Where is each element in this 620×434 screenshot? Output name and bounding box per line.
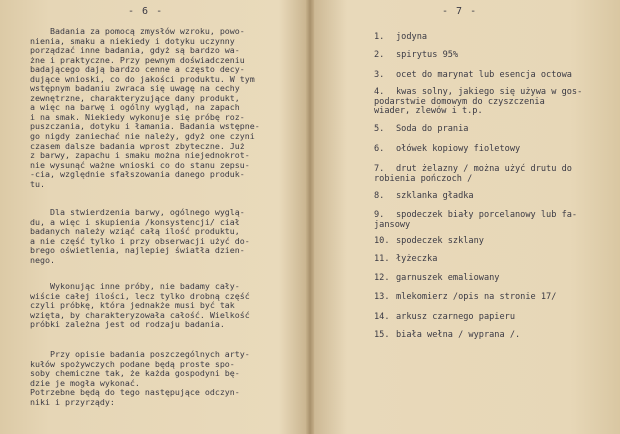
- list-item-number: 10.: [374, 236, 390, 246]
- list-item-text: ołówek kopiowy fioletowy: [396, 144, 521, 154]
- paragraph-color-appearance: Dla stwierdzenia barwy, ogólnego wyglą- du, a więc i skupienia /konsystencji/ ciał badanych należy wziąć całą ilość produktu, a nie część tylko i przy obserwacji użyć do- brego oświetlenia, najlepiej światła dzien- nego.: [30, 207, 250, 265]
- list-item-text: spodeczek biały porcelanowy lub fa- jansowy: [374, 210, 578, 230]
- paragraph-reagents-intro: Przy opisie badania poszczególnych arty- kułów spożywczych podane będą proste spo- soby chemiczne tak, że każda gospodyni bę- dzie je mogła wykonać. Potrzebne będą do tego następujące odczyn- niki i przyrządy:: [30, 349, 250, 407]
- list-item-number: 3.: [374, 70, 385, 80]
- list-item: [374, 51, 614, 61]
- list-item-text: ocet do marynat lub esencja octowa: [396, 70, 572, 80]
- list-item: [374, 165, 614, 184]
- list-item-number: 15.: [374, 330, 390, 340]
- list-item: [374, 192, 614, 202]
- left-page: [0, 0, 306, 434]
- list-item: [374, 33, 614, 43]
- list-item: [374, 211, 614, 230]
- list-item-text: łyżeczka: [396, 254, 438, 264]
- list-item: [374, 313, 614, 323]
- list-item-number: 5.: [374, 124, 385, 134]
- list-item-number: 14.: [374, 312, 390, 322]
- page-number-right: - 7 -: [442, 6, 478, 17]
- list-item: [374, 274, 614, 284]
- list-item-text: drut żelazny / można użyć drutu do robienia pończoch /: [374, 164, 572, 184]
- list-item-number: 8.: [374, 191, 385, 201]
- list-item: [374, 293, 614, 303]
- list-item-text: spirytus 95%: [396, 50, 459, 60]
- list-item-text: Soda do prania: [396, 124, 469, 134]
- list-item-text: jodyna: [396, 32, 428, 42]
- paragraph-sampling: Wykonując inne próby, nie badamy cały- wiście całej ilości, lecz tylko drobną część czyli próbkę, która jednakże musi być tak wzięta, by charakteryzowała całość. Wielkość próbki zależna jest od rodzaju badania.: [30, 281, 250, 330]
- right-page: [314, 0, 620, 434]
- book-spine-fold: [306, 0, 314, 434]
- list-item-number: 11.: [374, 254, 390, 264]
- list-item: [374, 255, 614, 265]
- list-item-text: biała wełna / wyprana /.: [396, 330, 521, 340]
- list-item-number: 2.: [374, 50, 385, 60]
- list-item-number: 13.: [374, 292, 390, 302]
- list-item-text: kwas solny, jakiego się używa w gos- podarstwie domowym do czyszczenia wiader, zlewów i t.p.: [374, 87, 583, 117]
- list-item: [374, 331, 614, 341]
- list-item-number: 7.: [374, 164, 385, 174]
- list-item: [374, 145, 614, 155]
- list-item: [374, 237, 614, 247]
- list-item-number: 9.: [374, 210, 385, 220]
- list-item-text: szklanka gładka: [396, 191, 474, 201]
- list-item: [374, 125, 614, 135]
- list-item: [374, 71, 614, 81]
- list-item-number: 6.: [374, 144, 385, 154]
- list-item-number: 4.: [374, 87, 385, 97]
- list-item-text: spodeczek szklany: [396, 236, 484, 246]
- list-item-text: mlekomierz /opis na stronie 17/: [396, 292, 557, 302]
- page-number-left: - 6 -: [128, 6, 164, 17]
- list-item-text: arkusz czarnego papieru: [396, 312, 515, 322]
- paragraph-sensory-tests: Badania za pomocą zmysłów wzroku, powo- nienia, smaku a niekiedy i dotyku uczynny porządzać inne badania, gdyż są bardzo wa- żne i praktyczne. Przy pewnym doświadczeniu badającego dają bardzo cenne a często decy- dujące wnioski, co do jakości produktu. W tym wstępnym badaniu zwraca się uwagę na cechy zewnętrzne, charakteryzujące dany produkt, a więc na barwę i ogólny wygląd, na zapach i na smak. Niekiedy wykonuje się próbę roz- puszczania, dotyku i łamania. Badania wstępne- go nigdy zaniechać nie należy, gdyż one czyni czasem dalsze badania wprost zbyteczne. Już z barwy, zapachu i smaku można niejednokrot- nie wysunąć ważne wnioski co do stanu zepsu- -cia, względnie sfałszowania danego produk- tu.: [30, 26, 260, 189]
- list-item-number: 12.: [374, 273, 390, 283]
- list-item-text: garnuszek emaliowany: [396, 273, 500, 283]
- list-item: [374, 88, 614, 117]
- list-item-number: 1.: [374, 32, 385, 42]
